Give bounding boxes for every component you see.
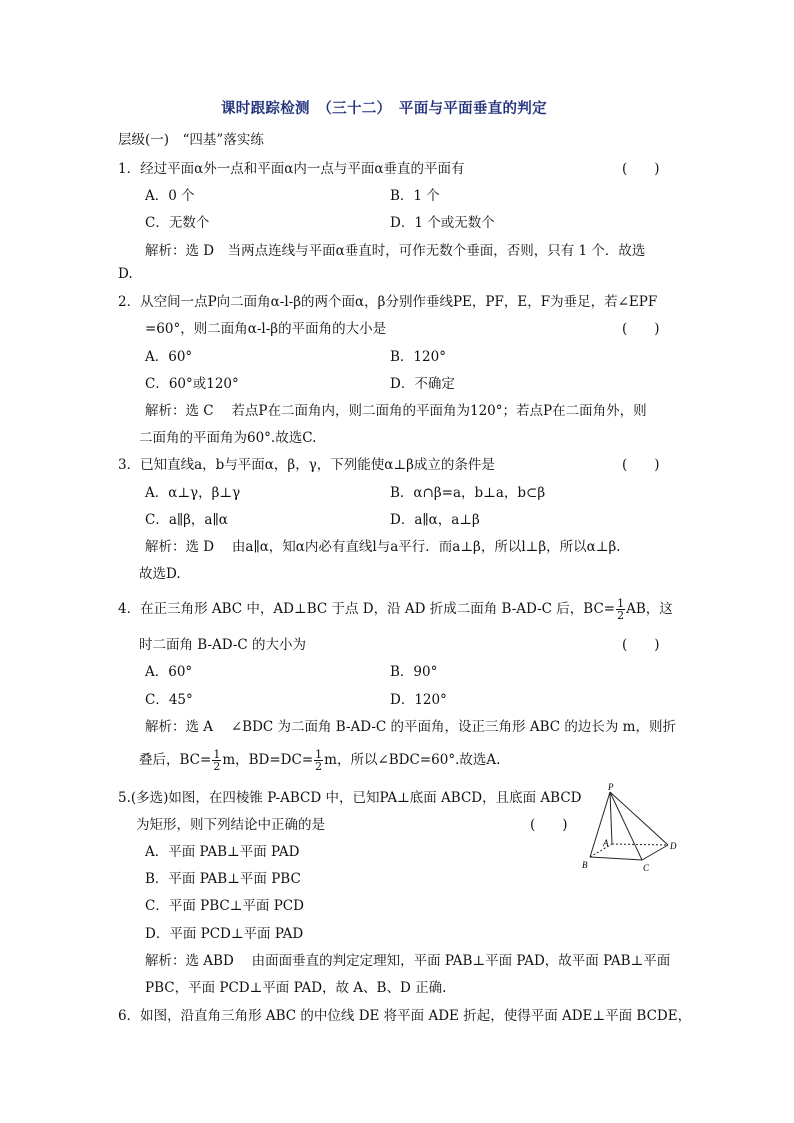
q5-answer-paren: ( ) <box>530 817 568 833</box>
q4-analysis-cont: 叠后，BC= $\frac{1}{2}$ m，BD=DC= $\frac{1}{2}$ m，所以∠BDC=60°.故选A. <box>139 748 501 773</box>
edge-pc <box>610 792 642 860</box>
q2-option-b: B．120° <box>390 349 446 365</box>
q4-analysis-fraction-1: $\frac{1}{2}$ <box>213 748 221 773</box>
q5-option-d: D．平面 PCD⊥平面 PAD <box>145 926 304 942</box>
q2-stem-cont: =60°，则二面角α-l-β的平面角的大小是 <box>145 321 387 337</box>
q5-analysis: 解析：选 ABD 由面面垂直的判定定理知，平面 PAB⊥平面 PAD，故平面 PAB⊥平面 <box>145 953 671 969</box>
q2-answer-paren: ( ) <box>622 321 660 337</box>
q3-stem: 3．已知直线a，b与平面α，β，γ，下列能使α⊥β成立的条件是 <box>118 457 495 473</box>
q4-answer-paren: ( ) <box>622 637 660 653</box>
q4-stem <box>118 597 673 621</box>
edge-pd <box>610 792 668 845</box>
label-a: A <box>603 838 609 848</box>
q3-option-a: A．α⊥γ，β⊥γ <box>145 485 241 501</box>
q1-analysis: 解析：选 D 当两点连线与平面α垂直时，可作无数个垂面，否则，只有 1 个．故选 <box>145 243 646 259</box>
edge-cd <box>642 845 668 860</box>
q4-option-b: B．90° <box>390 664 438 680</box>
q2-analysis: 解析：选 C 若点P在二面角内，则二面角的平面角为120°；若点P在二面角外，则 <box>145 403 647 419</box>
q3-option-c: C．a∥β，a∥α <box>145 512 228 528</box>
q2-option-d: D．不确定 <box>390 376 455 392</box>
q4-option-a: A．60° <box>145 664 193 680</box>
q2-stem: 2．从空间一点P向二面角α-l-β的两个面α，β分别作垂线PE，PF，E，F为垂足，若∠EPF <box>118 294 658 310</box>
q4-option-c: C．45° <box>145 692 193 708</box>
q2-option-c: C．60°或120° <box>145 376 239 392</box>
label-d: D <box>670 841 677 851</box>
edge-ad <box>612 844 668 845</box>
q4-stem-part1: 4．在正三角形 ABC 中，AD⊥BC 于点 D，沿 AD 折成二面角 B-AD-C 后，BC= <box>118 601 616 617</box>
q2-option-a: A．60° <box>145 349 193 365</box>
q4-stem-cont: 时二面角 B-AD-C 的大小为 <box>139 637 307 653</box>
q4-fraction: $\frac{1}{2}$ <box>617 597 625 622</box>
q1-option-b: B．1 个 <box>390 188 440 204</box>
q4-analysis-fraction-2: $\frac{1}{2}$ <box>315 748 323 773</box>
page-title: 课时跟踪检测 （三十二） 平面与平面垂直的判定 <box>221 100 547 117</box>
q2-analysis-cont: 二面角的平面角为60°.故选C. <box>139 430 317 446</box>
section-heading: 层级(一) “四基”落实练 <box>118 132 264 148</box>
q5-option-b: B．平面 PAB⊥平面 PBC <box>145 871 301 887</box>
q6-stem: 6．如图，沿直角三角形 ABC 的中位线 DE 将平面 ADE 折起，使得平面 ADE⊥平面 BCDE， <box>118 1008 692 1024</box>
q3-answer-paren: ( ) <box>622 457 660 473</box>
q1-stem: 1．经过平面α外一点和平面α内一点与平面α垂直的平面有 <box>118 161 465 177</box>
label-c: C <box>643 863 650 873</box>
q5-stem: 5.(多选)如图，在四棱锥 P-ABCD 中，已知PA⊥底面 ABCD，且底面 ABCD <box>118 790 582 806</box>
q1-option-a: A．0 个 <box>145 188 195 204</box>
q1-option-d: D．1 个或无数个 <box>390 215 495 231</box>
pyramid-figure <box>576 782 686 878</box>
q3-analysis: 解析：选 D 由a∥α，知α内必有直线l与a平行．而a⊥β，所以l⊥β，所以α⊥β. <box>145 539 621 555</box>
q5-stem-cont: 为矩形，则下列结论中正确的是 <box>136 817 325 833</box>
q1-answer-paren: ( ) <box>622 161 660 177</box>
label-b: B <box>582 860 588 870</box>
q1-option-c: C．无数个 <box>145 215 210 231</box>
edge-pa <box>610 792 612 844</box>
q4-option-d: D．120° <box>390 692 447 708</box>
q5-option-c: C．平面 PBC⊥平面 PCD <box>145 898 304 914</box>
q1-analysis-cont: D. <box>118 266 133 282</box>
q3-option-b: B．α∩β=a，b⊥a，b⊂β <box>390 485 546 501</box>
label-p: P <box>608 782 614 792</box>
q3-analysis-cont: 故选D. <box>139 566 181 582</box>
q4-stem-part2: AB，这 <box>626 601 673 617</box>
q4-analysis: 解析：选 A ∠BDC 为二面角 B-AD-C 的平面角，设正三角形 ABC 的边长为 m，则折 <box>145 719 676 735</box>
edge-bc <box>590 857 642 860</box>
q5-option-a: A．平面 PAB⊥平面 PAD <box>145 844 300 860</box>
q5-analysis-cont: PBC，平面 PCD⊥平面 PAD，故 A、B、D 正确. <box>145 980 447 996</box>
q3-option-d: D．a∥α，a⊥β <box>390 512 480 528</box>
